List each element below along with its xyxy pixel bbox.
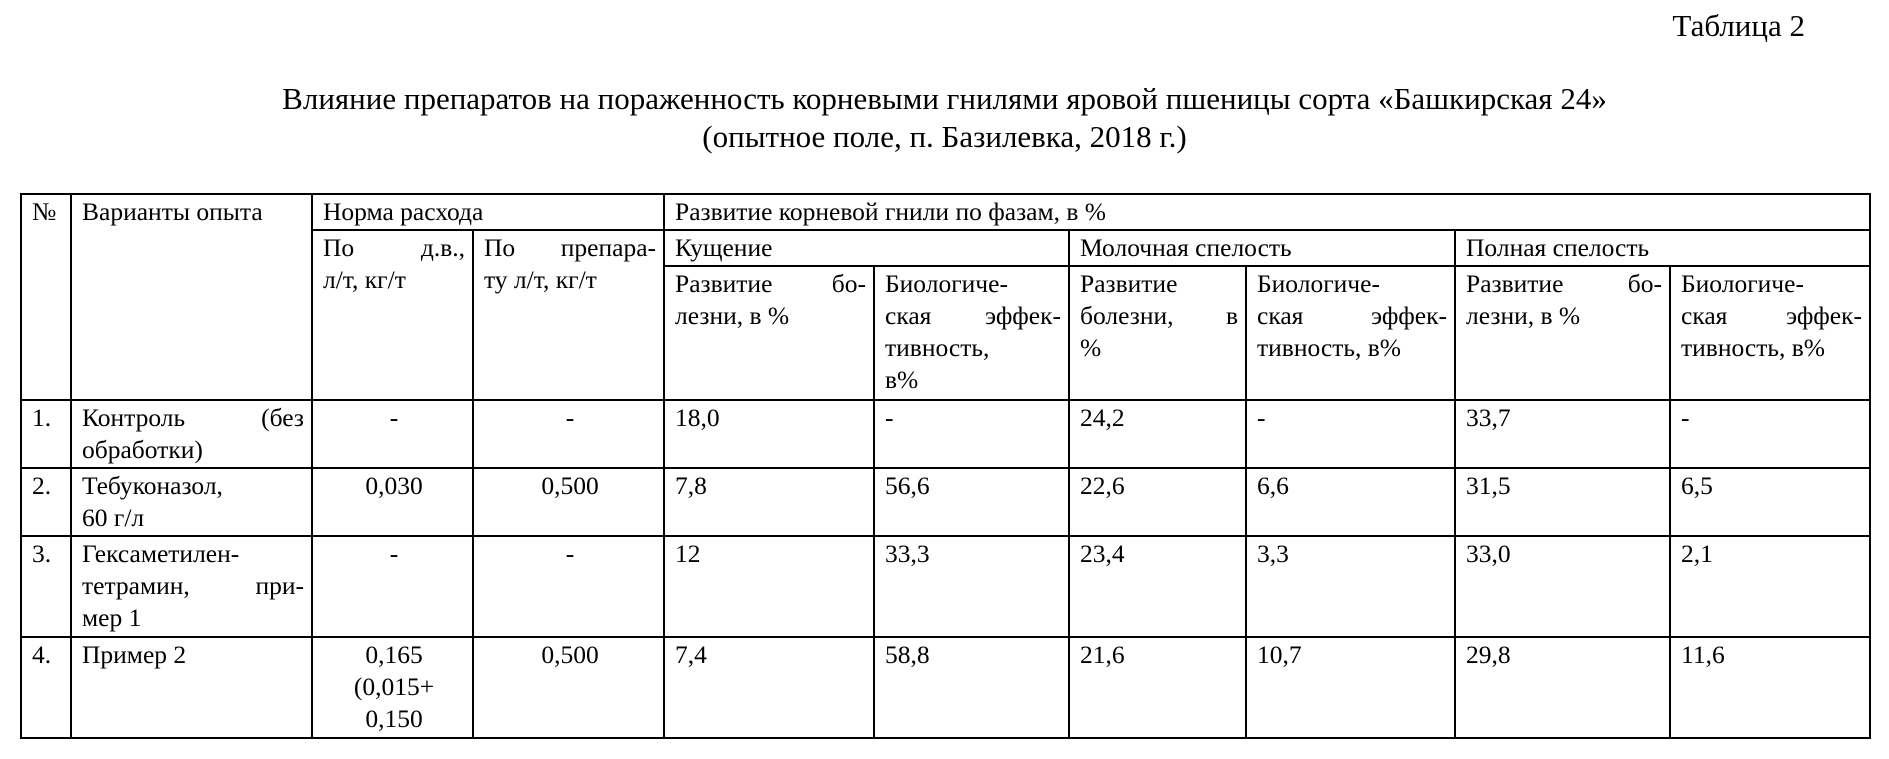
header-eff-full	[1670, 266, 1870, 400]
row-dev-milk: 24,2	[1069, 400, 1246, 468]
header-dev-full	[1455, 266, 1670, 400]
header-line: Развитие бо-	[1466, 269, 1663, 298]
row-rate-prep: -	[473, 400, 664, 468]
header-line: Биологиче-	[885, 269, 1008, 298]
header-line: Биологиче-	[1681, 269, 1804, 298]
header-rate-prep	[473, 230, 664, 400]
table-row	[21, 468, 1870, 536]
row-variant-line: Тебуконазол,	[82, 471, 223, 500]
row-eff-tillering: -	[874, 400, 1069, 468]
header-line: %	[1080, 333, 1102, 362]
header-dev-milk	[1069, 266, 1246, 400]
header-row-1	[21, 194, 1870, 230]
header-rate-ai-line: По д.в.,	[323, 233, 465, 262]
row-dev-milk: 22,6	[1069, 468, 1246, 536]
header-phase-full-ripeness: Полная спелость	[1455, 230, 1870, 266]
row-eff-milk: 10,7	[1246, 637, 1455, 738]
row-dev-full: 33,7	[1455, 400, 1670, 468]
row-number: 3.	[21, 536, 71, 637]
header-num: №	[21, 194, 71, 400]
row-variant-line: Пример 2	[82, 640, 187, 669]
table-row	[21, 400, 1870, 468]
row-variant	[71, 468, 312, 536]
header-line: тивность, в%	[1681, 333, 1826, 362]
header-line: Развитие бо-	[675, 269, 867, 298]
row-dev-tillering: 18,0	[664, 400, 874, 468]
table-label: Таблица 2	[1672, 8, 1805, 43]
header-rate-ai	[312, 230, 473, 400]
row-number: 2.	[21, 468, 71, 536]
row-variant-line: мер 1	[82, 603, 142, 632]
row-number: 1.	[21, 400, 71, 468]
row-eff-full: 2,1	[1670, 536, 1870, 637]
row-dev-tillering: 12	[664, 536, 874, 637]
table-row	[21, 536, 1870, 637]
header-rate-prep-line: По препара-	[484, 233, 657, 262]
row-eff-milk: 6,6	[1246, 468, 1455, 536]
header-development: Развитие корневой гнили по фазам, в %	[664, 194, 1870, 230]
row-rate-ai-line: 0,165	[365, 640, 423, 669]
row-dev-milk: 21,6	[1069, 637, 1246, 738]
header-eff-tillering	[874, 266, 1069, 400]
header-line: ская эффек-	[1257, 301, 1448, 330]
header-variant: Варианты опыта	[71, 194, 312, 400]
header-rate: Норма расхода	[312, 194, 664, 230]
row-dev-tillering: 7,4	[664, 637, 874, 738]
row-dev-full: 31,5	[1455, 468, 1670, 536]
header-line: тивность, в%	[1257, 333, 1402, 362]
row-variant-line: тетрамин, при-	[82, 571, 304, 600]
header-rate-ai-line: л/т, кг/т	[323, 265, 406, 294]
row-variant-line: обработки)	[82, 435, 203, 464]
header-line: ская эффек-	[1681, 301, 1863, 330]
row-eff-full: 6,5	[1670, 468, 1870, 536]
header-eff-milk	[1246, 266, 1455, 400]
row-rate-ai: -	[312, 536, 473, 637]
row-dev-milk: 23,4	[1069, 536, 1246, 637]
header-line: Биологиче-	[1257, 269, 1380, 298]
row-rate-ai	[312, 637, 473, 738]
header-line: ская эффек-	[885, 301, 1062, 330]
row-rate-ai: 0,030	[312, 468, 473, 536]
header-dev-tillering	[664, 266, 874, 400]
row-rate-ai-line: (0,015+	[353, 672, 435, 701]
row-eff-tillering: 56,6	[874, 468, 1069, 536]
row-dev-tillering: 7,8	[664, 468, 874, 536]
results-table	[20, 193, 1871, 739]
header-line: лезни, в %	[675, 301, 790, 330]
header-rate-prep-line: ту л/т, кг/т	[484, 265, 597, 294]
row-variant-line: 60 г/л	[82, 503, 145, 532]
table-title	[0, 80, 1889, 156]
row-eff-full: -	[1670, 400, 1870, 468]
header-line: лезни, в %	[1466, 301, 1581, 330]
row-rate-ai: -	[312, 400, 473, 468]
row-rate-prep: 0,500	[473, 637, 664, 738]
row-eff-milk: -	[1246, 400, 1455, 468]
header-phase-tillering: Кущение	[664, 230, 1069, 266]
header-line: в%	[885, 365, 919, 394]
title-line-2: (опытное поле, п. Базилевка, 2018 г.)	[702, 119, 1187, 154]
row-rate-prep: -	[473, 536, 664, 637]
row-variant-line: Гексаметилен-	[82, 539, 240, 568]
row-number: 4.	[21, 637, 71, 738]
row-variant-line: Контроль (без	[82, 403, 304, 432]
header-line: тивность,	[885, 333, 990, 362]
table-row	[21, 637, 1870, 738]
row-variant	[71, 637, 312, 738]
row-dev-full: 29,8	[1455, 637, 1670, 738]
header-line: болезни, в	[1080, 301, 1239, 330]
row-eff-milk: 3,3	[1246, 536, 1455, 637]
row-eff-tillering: 33,3	[874, 536, 1069, 637]
row-eff-full: 11,6	[1670, 637, 1870, 738]
header-line: Развитие	[1080, 269, 1178, 298]
header-phase-milk-ripeness: Молочная спелость	[1069, 230, 1455, 266]
row-variant	[71, 536, 312, 637]
row-eff-tillering: 58,8	[874, 637, 1069, 738]
row-rate-ai-line: 0,150	[365, 704, 423, 733]
row-variant	[71, 400, 312, 468]
row-rate-prep: 0,500	[473, 468, 664, 536]
row-dev-full: 33,0	[1455, 536, 1670, 637]
title-line-1: Влияние препаратов на пораженность корневыми гнилями яровой пшеницы сорта «Башкирская 24»	[282, 81, 1607, 116]
